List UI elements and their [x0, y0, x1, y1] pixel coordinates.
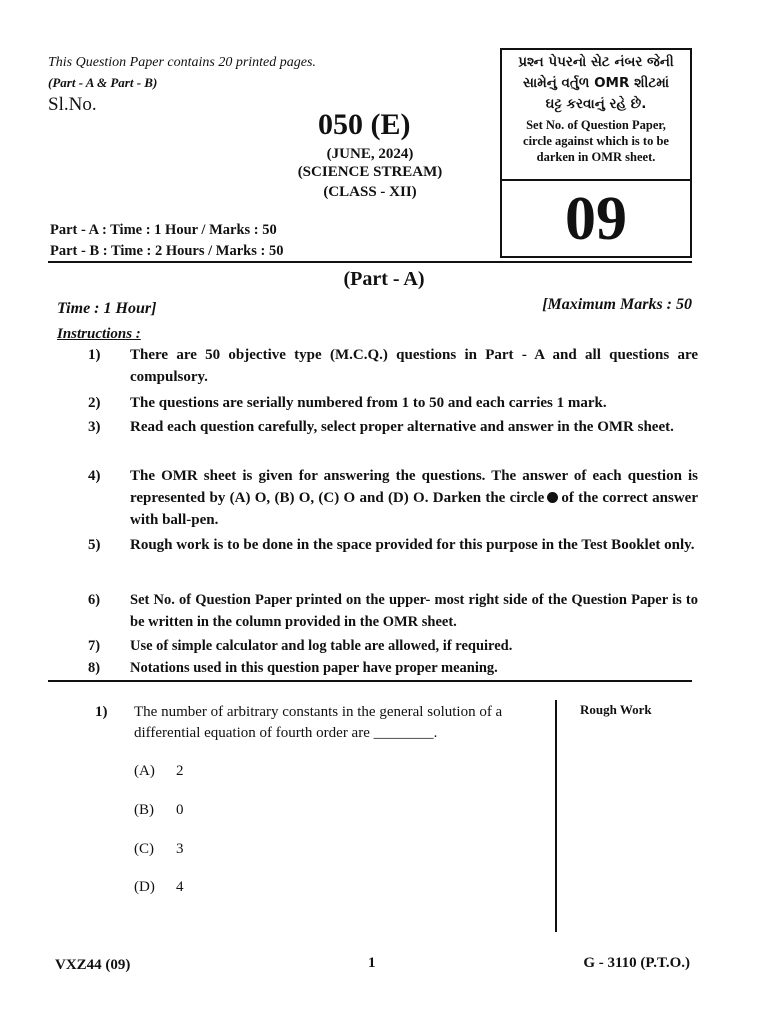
- instruction-item: [88, 657, 698, 679]
- set-box-english-line-3: darken in OMR sheet.: [536, 150, 656, 164]
- exam-session: (JUNE, 2024): [326, 146, 414, 162]
- instruction-item: [88, 589, 698, 633]
- instruction-text: There are 50 objective type (M.C.Q.) questions in Part - A and all questions are compulsory.: [130, 347, 698, 385]
- set-box-english-line-1: Set No. of Question Paper,: [526, 118, 666, 132]
- instruction-item: [88, 416, 698, 438]
- set-box-gujarati-line-1: પ્રશ્ન પેપરનો સેટ નંબર જેની: [518, 54, 674, 70]
- option-d: [134, 879, 184, 896]
- header-divider: [48, 261, 692, 263]
- instruction-number: 5): [88, 537, 101, 553]
- instruction-item: [88, 344, 698, 388]
- instruction-text: Set No. of Question Paper printed on the upper- most right side of the Question Paper is to be written in the column provided in the OMR sheet.: [130, 592, 698, 630]
- set-box-english-line-2: circle against which is to be: [523, 134, 669, 148]
- pages-note: This Question Paper contains 20 printed pages.: [48, 55, 316, 70]
- rough-work-label: Rough Work: [580, 702, 652, 717]
- option-c: [134, 841, 184, 858]
- instruction-item: [88, 534, 698, 556]
- instruction-text: [130, 465, 698, 531]
- option-value: 4: [176, 879, 184, 895]
- set-box-gujarati-line-3: ઘટ્ટ કરવાનું રહે છે.: [545, 96, 647, 112]
- option-a: [134, 763, 184, 780]
- question-text: The number of arbitrary constants in the general solution of a differential equation of fourth order are ________.: [134, 704, 503, 741]
- option-label: (C): [134, 841, 154, 857]
- part-title: (Part - A): [343, 268, 425, 290]
- set-number-box: [500, 48, 692, 258]
- question-number: 1): [95, 704, 108, 720]
- exam-stream: (SCIENCE STREAM): [297, 164, 443, 180]
- instruction-number: 1): [88, 347, 101, 363]
- instruction-text: Use of simple calculator and log table are allowed, if required.: [130, 638, 513, 654]
- instruction-item: [88, 465, 698, 531]
- footer-reference: G - 3110 (P.T.O.): [583, 955, 690, 971]
- option-label: (B): [134, 802, 154, 818]
- instruction-number: 8): [88, 660, 101, 676]
- instruction-number: 6): [88, 592, 101, 608]
- instruction-number: 2): [88, 395, 101, 411]
- instruction-number: 4): [88, 468, 101, 484]
- instruction-text: The questions are serially numbered from 1 to 50 and each carries 1 mark.: [130, 395, 607, 411]
- option-b: [134, 802, 184, 819]
- option-value: 2: [176, 763, 184, 779]
- rough-work-divider: [555, 700, 557, 932]
- instruction-number: 3): [88, 419, 101, 435]
- page-number: 1: [368, 955, 376, 971]
- part-a-time-marks: Part - A : Time : 1 Hour / Marks : 50: [50, 222, 277, 238]
- footer-code: VXZ44 (09): [55, 957, 131, 973]
- instructions-divider: [48, 680, 692, 682]
- instruction-number: 7): [88, 638, 101, 654]
- instruction-text-after: of the correct answer with ball-pen.: [130, 490, 698, 528]
- part-b-time-marks: Part - B : Time : 2 Hours / Marks : 50: [50, 243, 284, 259]
- exam-class: (CLASS - XII): [323, 184, 417, 200]
- parts-note: (Part - A & Part - B): [48, 75, 158, 90]
- set-box-gujarati-line-2: સામેનું વર્તુળ OMR શીટમાં: [522, 75, 670, 91]
- instruction-item: [88, 392, 698, 414]
- option-value: 3: [176, 841, 184, 857]
- option-label: (A): [134, 763, 155, 779]
- serial-number-label: Sl.No.: [48, 94, 97, 115]
- instructions-heading: Instructions :: [57, 326, 141, 342]
- instruction-item: [88, 635, 698, 657]
- option-value: 0: [176, 802, 184, 818]
- instruction-text-before: The OMR sheet is given for answering the questions. The answer of each question is represented by (A) O, (B) O, (C) O and (D) O. Darken the circle: [130, 468, 698, 506]
- paper-code: 050 (E): [318, 108, 411, 141]
- filled-circle-icon: [547, 492, 558, 503]
- instruction-text: Read each question carefully, select proper alternative and answer in the OMR sheet.: [130, 419, 674, 435]
- set-box-divider: [502, 179, 690, 181]
- set-number: 09: [565, 185, 627, 253]
- option-label: (D): [134, 879, 155, 895]
- instruction-text: Rough work is to be done in the space provided for this purpose in the Test Booklet only.: [130, 537, 695, 553]
- instruction-text: Notations used in this question paper have proper meaning.: [130, 660, 498, 676]
- max-marks-label: [Maximum Marks : 50: [542, 296, 692, 313]
- time-label: Time : 1 Hour]: [57, 300, 157, 317]
